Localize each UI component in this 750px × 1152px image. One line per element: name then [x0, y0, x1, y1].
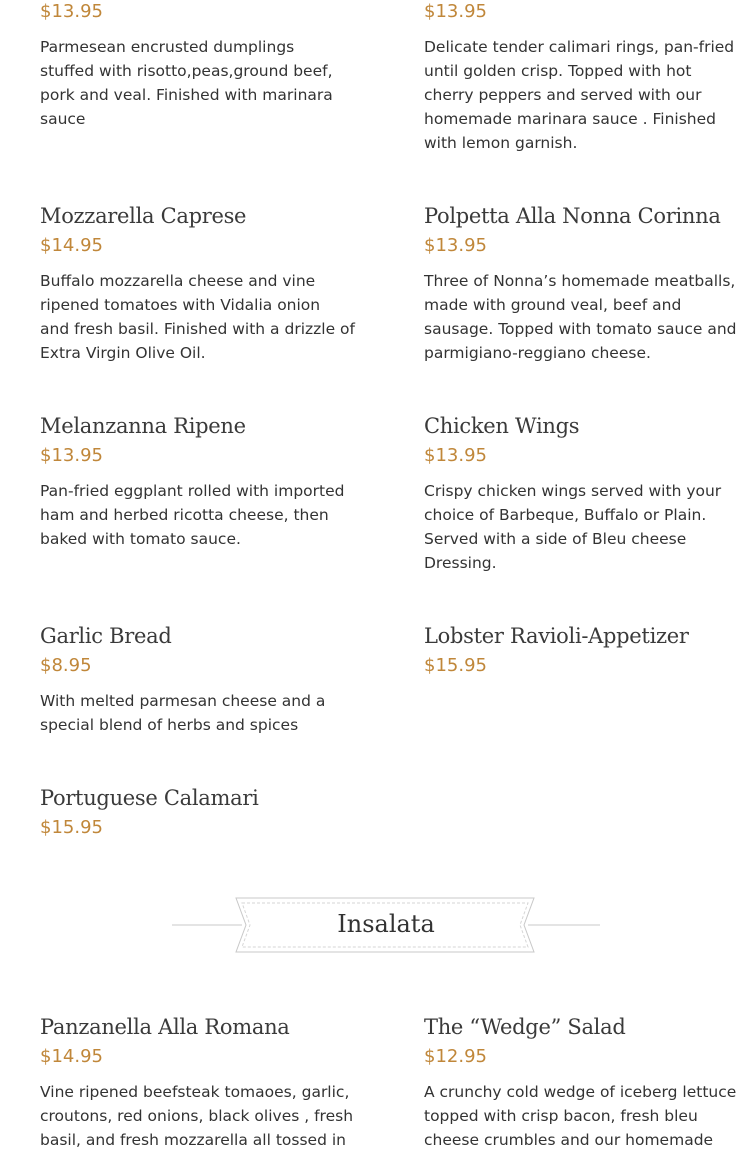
item-name: Panzanella Alla Romana — [40, 1015, 290, 1039]
item-name: Melanzanna Ripene — [40, 414, 246, 438]
menu-item-portuguese-calamari — [40, 783, 360, 840]
item-price: $13.95 — [424, 445, 487, 466]
item-price: $15.95 — [40, 817, 103, 838]
menu-item-lobster-ravioli — [424, 621, 744, 678]
item-description: Crispy chicken wings served with your choice of Barbeque, Buffalo or Plain. Served with a side of Bleu cheese Dressing. — [424, 482, 722, 572]
item-price: $13.95 — [40, 445, 103, 466]
item-description: With melted parmesan cheese and a special blend of herbs and spices — [40, 692, 326, 734]
item-price: $12.95 — [424, 1046, 487, 1067]
item-price: $15.95 — [424, 655, 487, 676]
item-name: Mozzarella Caprese — [40, 204, 247, 228]
section-banner-insalata — [172, 896, 600, 954]
item-name: Portuguese Calamari — [40, 786, 259, 810]
item-description: Parmesean encrusted dumplings stuffed with risotto,peas,ground beef, pork and veal. Finished with marinara sauce — [40, 38, 333, 128]
menu-item-mozzarella-caprese — [40, 201, 360, 365]
item-price: $13.95 — [424, 1, 487, 22]
menu-item-wedge-salad — [424, 1012, 744, 1152]
item-name: Polpetta Alla Nonna Corinna — [424, 204, 721, 228]
menu-item-melanzanna — [40, 411, 360, 551]
item-description: Three of Nonna’s homemade meatballs, made with ground veal, beef and sausage. Topped with tomato sauce and parmigiano-reggiano cheese. — [424, 272, 737, 362]
menu-item-panzanella — [40, 1012, 360, 1152]
menu-item-dumplings — [40, 0, 360, 131]
item-price: $8.95 — [40, 655, 92, 676]
item-description: Buffalo mozzarella cheese and vine ripened tomatoes with Vidalia onion and fresh basil. Finished with a drizzle of Extra Virgin Olive Oil. — [40, 272, 355, 362]
section-title: Insalata — [337, 910, 435, 938]
item-description: A crunchy cold wedge of iceberg lettuce topped with crisp bacon, fresh bleu cheese crumbles and our homemade — [424, 1083, 737, 1149]
item-price: $14.95 — [40, 235, 103, 256]
item-name: Garlic Bread — [40, 624, 172, 648]
menu-item-garlic-bread — [40, 621, 360, 737]
item-description: Vine ripened beefsteak tomaoes, garlic, croutons, red onions, black olives , fresh basil, and fresh mozzarella all tossed in — [40, 1083, 354, 1149]
item-description: Delicate tender calimari rings, pan-fried until golden crisp. Topped with hot cherry peppers and served with our homemade marinara sauce . Finished with lemon garnish. — [424, 38, 735, 152]
menu-item-polpetta — [424, 201, 744, 365]
item-name: Lobster Ravioli-Appetizer — [424, 624, 689, 648]
item-price: $14.95 — [40, 1046, 103, 1067]
item-price: $13.95 — [424, 235, 487, 256]
menu-item-chicken-wings — [424, 411, 744, 575]
item-price: $13.95 — [40, 1, 103, 22]
item-name: Chicken Wings — [424, 414, 580, 438]
menu-item-calimari — [424, 0, 744, 155]
item-name: The “Wedge” Salad — [424, 1015, 626, 1039]
item-description: Pan-fried eggplant rolled with imported ham and herbed ricotta cheese, then baked with tomato sauce. — [40, 482, 345, 548]
